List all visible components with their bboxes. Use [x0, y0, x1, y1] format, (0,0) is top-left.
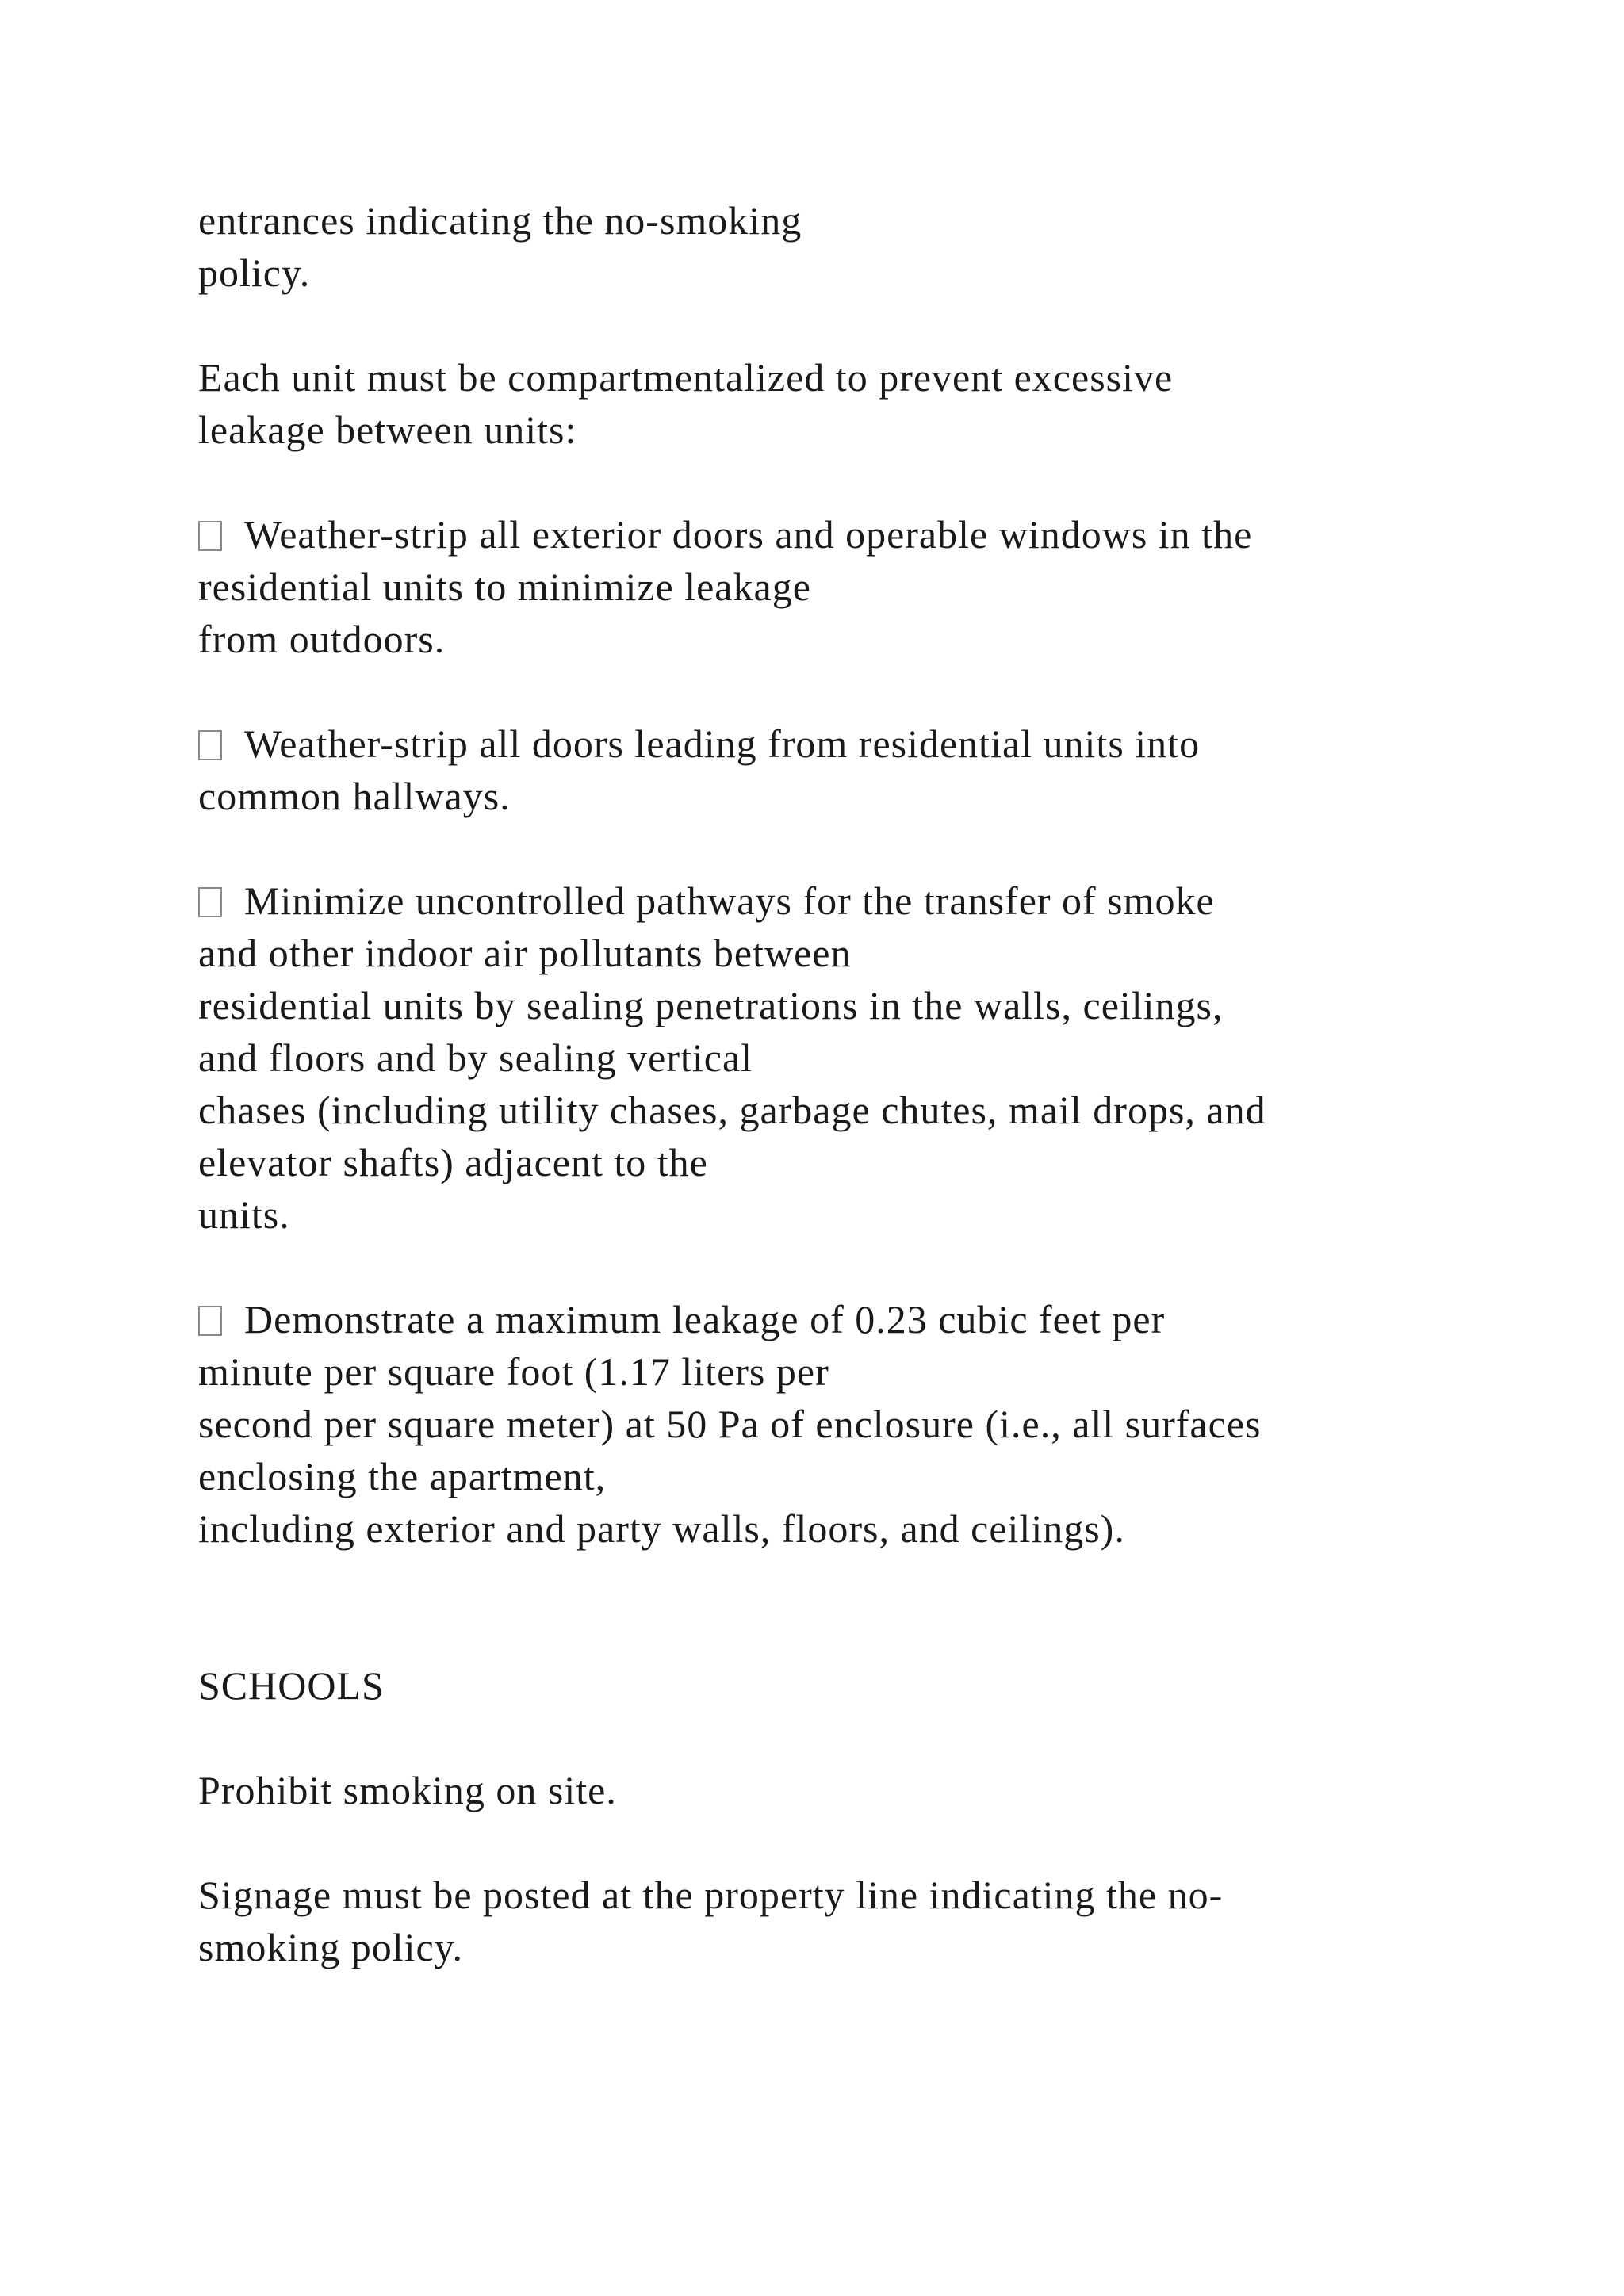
text-line: policy. [198, 251, 311, 295]
section-heading: SCHOOLS [198, 1663, 385, 1708]
text-line: and other indoor air pollutants between [198, 931, 852, 975]
intro-paragraph [198, 194, 1546, 299]
compartment-paragraph [198, 351, 1546, 456]
text-line: residential units to minimize leakage [198, 564, 811, 609]
text-line: and floors and by sealing vertical [198, 1035, 753, 1080]
text-line: entrances indicating the no-smoking [198, 198, 802, 243]
text-line: residential units by sealing penetrations in the walls, ceilings, [198, 983, 1224, 1027]
bullet-text: Weather-strip all doors leading from residential units into [244, 721, 1201, 766]
text-line: elevator shafts) adjacent to the [198, 1140, 708, 1184]
bullet-item-weatherstrip-hallway [198, 718, 1546, 822]
bullet-item-demonstrate-leakage [198, 1293, 1546, 1555]
bullet-box-icon [198, 730, 222, 760]
bullet-box-icon [198, 521, 222, 551]
schools-signage-paragraph [198, 1869, 1546, 1973]
text-line: second per square meter) at 50 Pa of enclosure (i.e., all surfaces [198, 1402, 1262, 1446]
bullet-item-weatherstrip-exterior [198, 508, 1546, 665]
text-line: enclosing the apartment, [198, 1454, 607, 1498]
schools-heading [198, 1659, 1546, 1712]
bullet-text: Minimize uncontrolled pathways for the transfer of smoke [244, 878, 1215, 923]
bullet-item-minimize-pathways [198, 874, 1546, 1241]
text-line: Each unit must be compartmentalized to prevent excessive [198, 355, 1174, 400]
text-line: from outdoors. [198, 617, 446, 661]
text-line: leakage between units: [198, 408, 577, 452]
bullet-text: Weather-strip all exterior doors and operable windows in the [244, 512, 1253, 557]
bullet-box-icon [198, 887, 222, 917]
bullet-box-icon [198, 1306, 222, 1336]
text-line: including exterior and party walls, floors, and ceilings). [198, 1506, 1125, 1551]
document-body [198, 194, 1546, 1973]
text-line: Signage must be posted at the property line indicating the no- [198, 1873, 1224, 1917]
schools-prohibit-paragraph [198, 1764, 1546, 1816]
text-line: minute per square foot (1.17 liters per [198, 1349, 829, 1394]
text-line: units. [198, 1192, 290, 1237]
text-line: common hallways. [198, 774, 511, 818]
text-line: Prohibit smoking on site. [198, 1768, 617, 1812]
text-line: chases (including utility chases, garbage chutes, mail drops, and [198, 1088, 1266, 1132]
text-line: smoking policy. [198, 1925, 463, 1969]
bullet-text: Demonstrate a maximum leakage of 0.23 cubic feet per [244, 1297, 1166, 1341]
